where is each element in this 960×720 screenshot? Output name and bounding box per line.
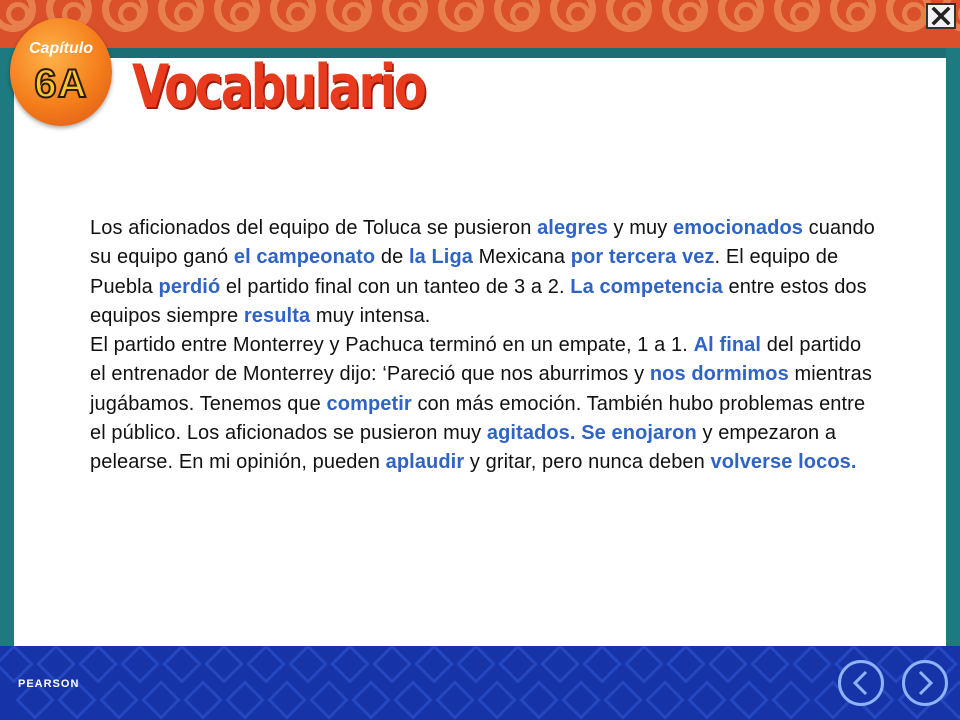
vocabulary-keyword: perdió (158, 275, 221, 298)
vocabulary-keyword: La competencia (570, 275, 723, 298)
paragraph (90, 214, 880, 331)
text-segment: Mexicana (473, 246, 571, 269)
vocabulary-keyword: competir (326, 392, 412, 415)
vocabulary-keyword: emocionados (672, 217, 804, 239)
bar-pattern (708, 646, 748, 684)
page-title: Vocabulario (132, 52, 425, 122)
bar-pattern (162, 646, 202, 684)
banner-swirl (718, 0, 764, 32)
vocabulary-keyword: volverse locos. (710, 451, 857, 474)
bar-pattern (603, 680, 643, 720)
chevron-left-icon (851, 670, 871, 696)
close-button[interactable] (926, 3, 956, 29)
text-segment: El partido entre Monterrey y Pachuca terminó en un empate, 1 a 1. (90, 334, 694, 357)
chevron-right-icon (915, 670, 935, 696)
text-segment: con más emoción. También hubo problemas entre el público. Los aficionados se pusieron muy (90, 392, 866, 445)
previous-button[interactable] (838, 660, 884, 706)
vocabulary-keyword: el campeonato (233, 246, 376, 269)
next-button[interactable] (902, 660, 948, 706)
right-frame (946, 48, 960, 646)
paragraph (90, 331, 880, 477)
bar-pattern (246, 646, 286, 684)
bar-pattern (414, 646, 454, 684)
bar-pattern (78, 646, 118, 684)
vocabulary-text (90, 214, 880, 478)
vocabulary-keyword: alegres (537, 217, 608, 239)
bar-pattern (309, 680, 349, 720)
bar-pattern (645, 680, 685, 720)
close-icon (931, 7, 951, 25)
banner-swirl (774, 0, 820, 32)
vocabulary-keyword: la Liga (408, 246, 474, 269)
bar-pattern (204, 646, 244, 684)
vocabulary-keyword: agitados. Se enojaron (486, 422, 697, 445)
text-segment: de (375, 246, 409, 269)
bar-pattern (582, 646, 622, 684)
vocabulary-keyword: nos dormimos (649, 363, 789, 386)
vocabulary-keyword: Al final (693, 334, 762, 357)
bar-pattern (372, 646, 412, 684)
bar-pattern (624, 646, 664, 684)
text-segment: y muy (607, 217, 673, 239)
bar-pattern (687, 680, 727, 720)
banner-swirl (830, 0, 876, 32)
bar-pattern (288, 646, 328, 684)
text-segment: Los aficionados del equipo de Toluca se pusieron (90, 217, 538, 239)
chapter-badge (10, 18, 112, 126)
bar-pattern (393, 680, 433, 720)
bar-pattern (456, 646, 496, 684)
text-segment: y gritar, pero nunca deben (464, 451, 711, 474)
bar-pattern (750, 646, 790, 684)
bar-pattern (498, 646, 538, 684)
banner-swirl (214, 0, 260, 32)
vocabulary-keyword: resulta (243, 304, 311, 327)
bar-pattern (771, 680, 811, 720)
top-decorative-banner (0, 0, 960, 48)
bar-pattern (435, 680, 475, 720)
text-segment: mientras jugábamos. Tenemos que (90, 363, 872, 415)
vocabulary-keyword: por tercera vez (570, 246, 715, 269)
chapter-label: Capítulo (29, 40, 93, 57)
bottom-bar (0, 646, 960, 720)
chapter-number: 6A (34, 62, 88, 106)
banner-swirl (606, 0, 652, 32)
text-segment: cuando su equipo ganó (90, 217, 875, 269)
bar-pattern (666, 646, 706, 684)
banner-swirl (158, 0, 204, 32)
banner-swirl (662, 0, 708, 32)
bar-pattern (540, 646, 580, 684)
publisher-logo: PEARSON (18, 678, 80, 690)
text-segment: del partido el entrenador de Monterrey dijo: ‘Pareció que nos aburrimos y (90, 334, 862, 386)
banner-swirl (270, 0, 316, 32)
bar-pattern (141, 680, 181, 720)
bar-pattern (351, 680, 391, 720)
bar-pattern (330, 646, 370, 684)
text-segment: . El equipo de Puebla (90, 246, 839, 298)
banner-swirl (326, 0, 372, 32)
banner-swirl (494, 0, 540, 32)
text-segment: muy intensa. (310, 304, 431, 327)
bar-pattern (267, 680, 307, 720)
text-segment: y empezaron a pelearse. En mi opinión, pueden (90, 422, 837, 474)
bar-pattern (225, 680, 265, 720)
banner-swirl (382, 0, 428, 32)
bar-pattern (99, 680, 139, 720)
banner-swirl (438, 0, 484, 32)
bar-pattern (519, 680, 559, 720)
text-segment: el partido final con un tanteo de 3 a 2. (220, 275, 571, 298)
text-segment: entre estos dos equipos siempre (90, 275, 867, 327)
bar-pattern (561, 680, 601, 720)
bar-pattern (120, 646, 160, 684)
bar-pattern (792, 646, 832, 684)
left-frame (0, 48, 14, 646)
bar-pattern (183, 680, 223, 720)
bar-pattern (729, 680, 769, 720)
vocabulary-keyword: aplaudir (385, 451, 465, 474)
banner-swirl (550, 0, 596, 32)
bar-pattern (477, 680, 517, 720)
banner-swirl (102, 0, 148, 32)
